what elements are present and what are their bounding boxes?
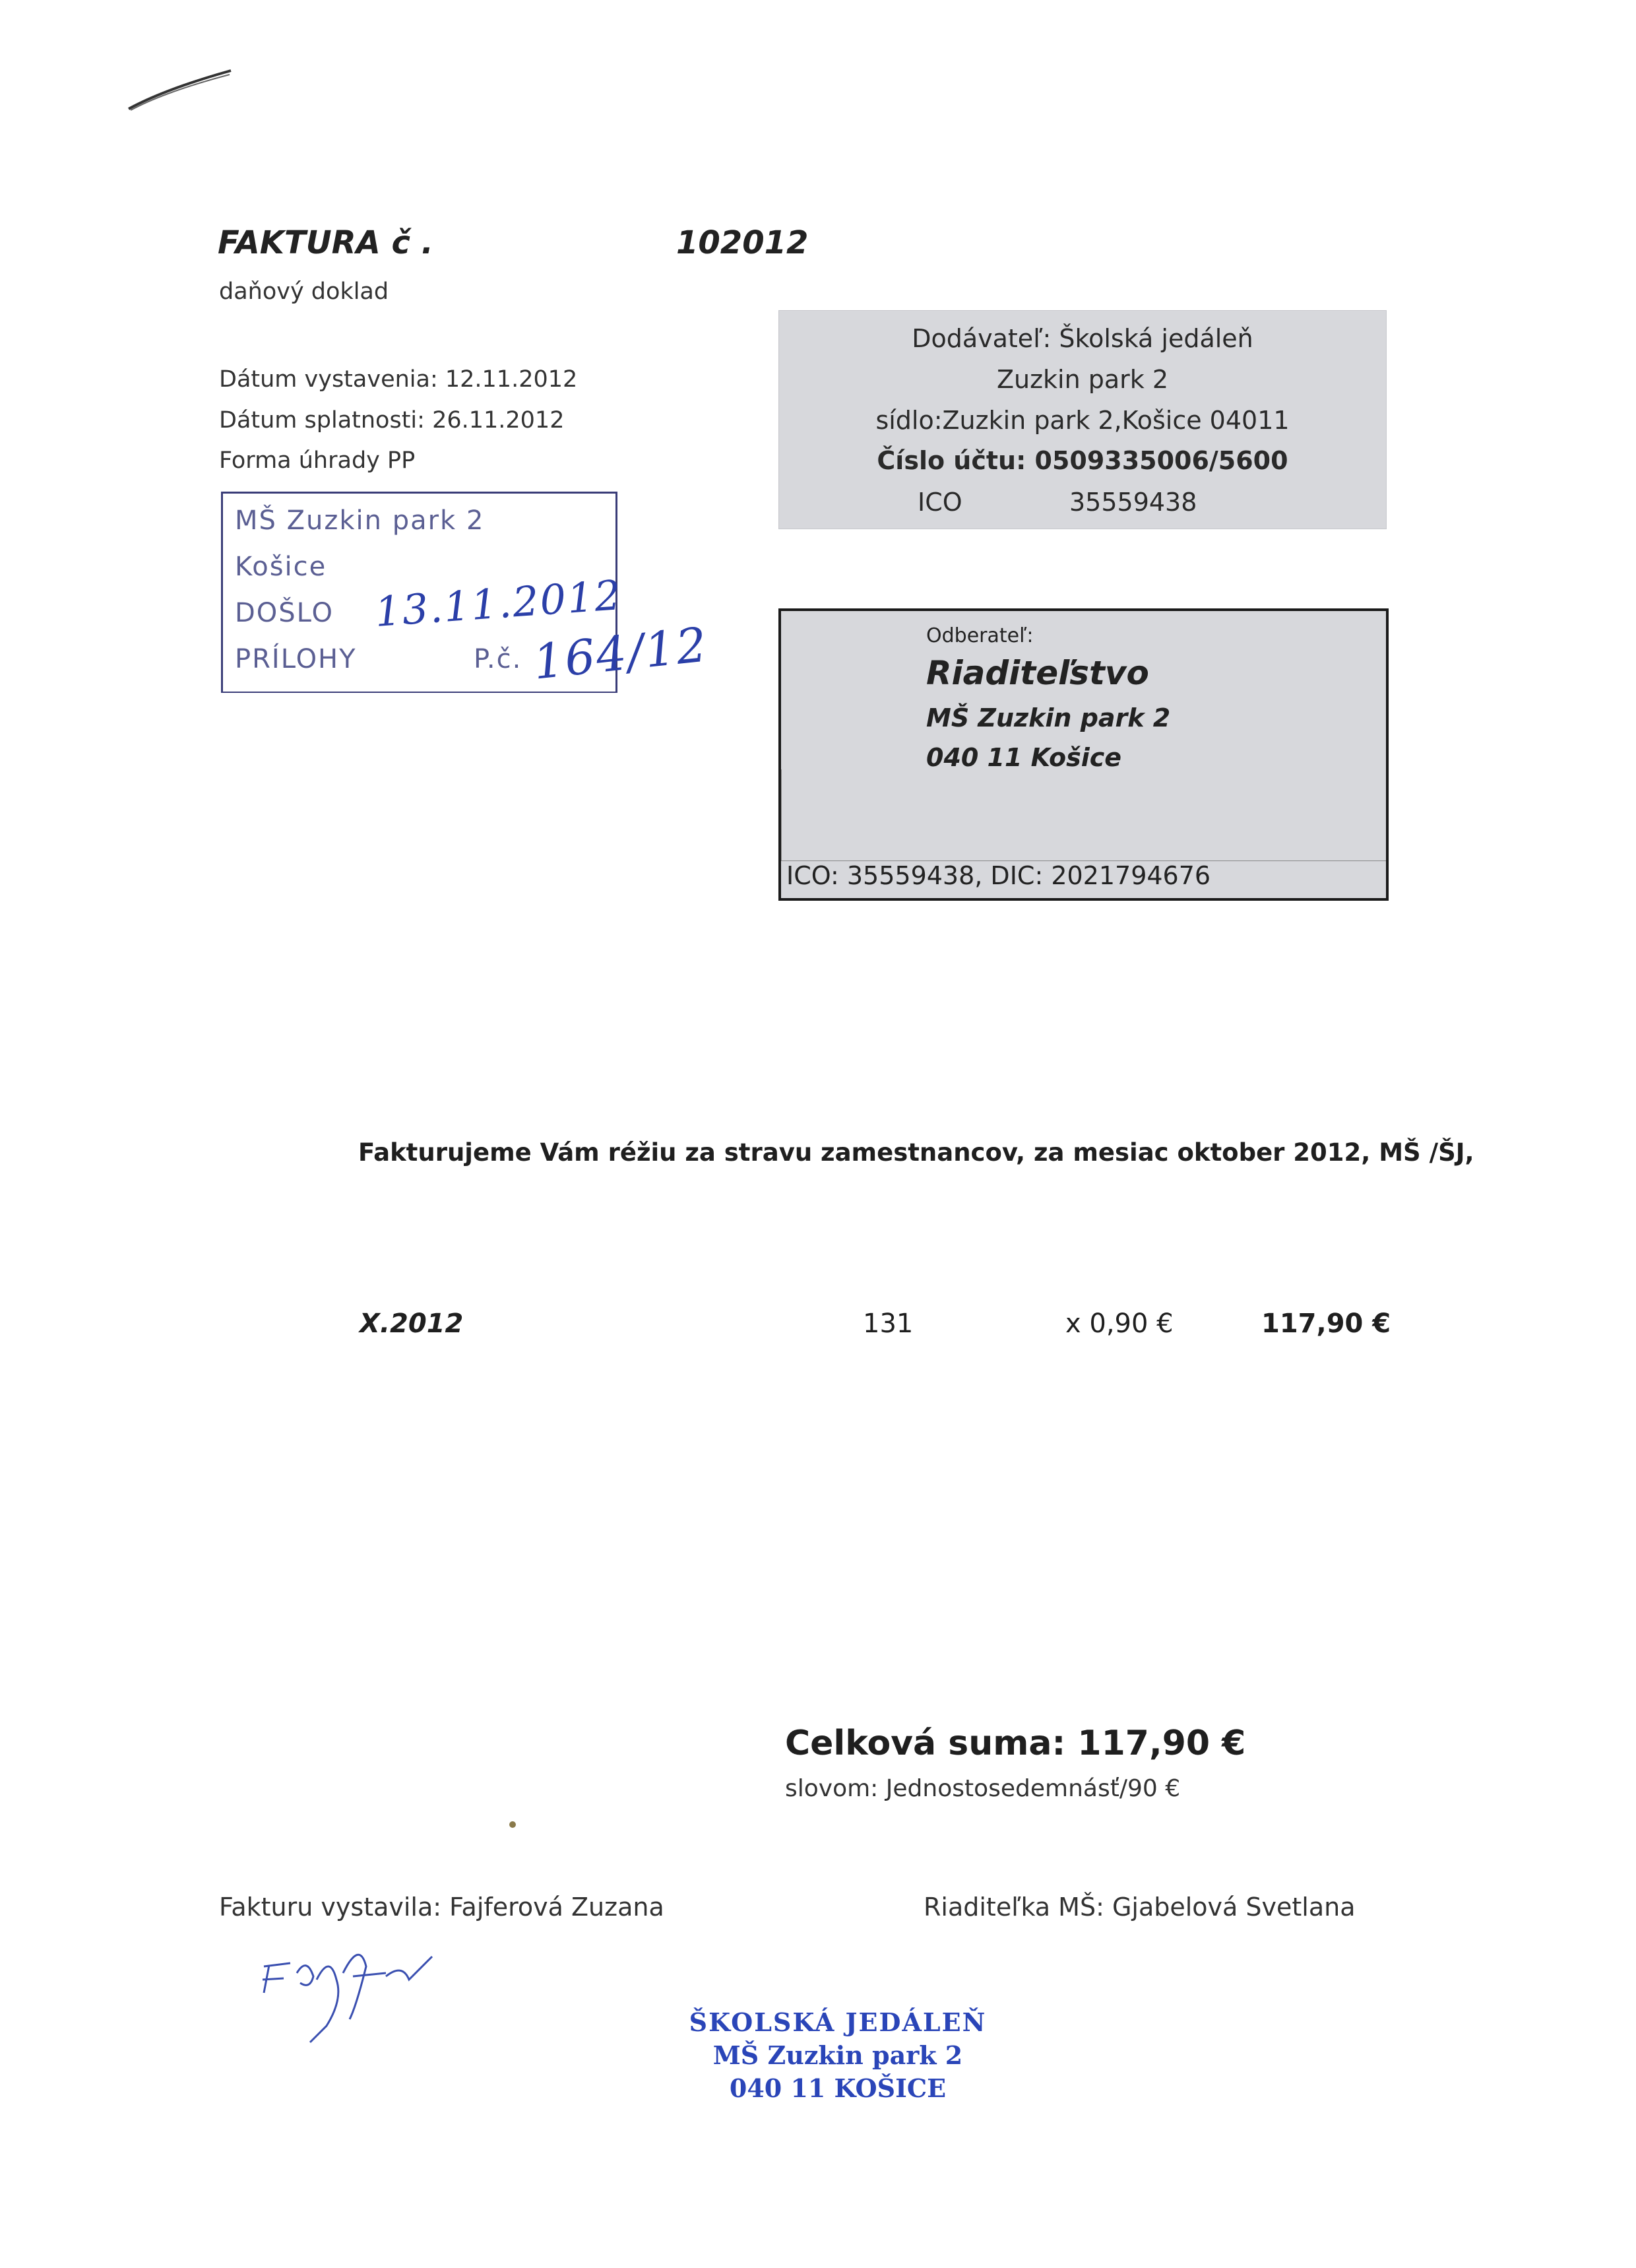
total-in-words: slovom: Jednostosedemnásť/90 € [785,1775,1181,1802]
stamp-pc-label: P.č. [474,644,522,674]
payment-form: Forma úhrady PP [219,447,416,474]
customer-ids: ICO: 35559438, DIC: 2021794676 [781,860,1386,890]
supplier-seat: sídlo:Zuzkin park 2,Košice 04011 [875,406,1290,435]
supplier-account: Číslo účtu: 0509335006/5600 [877,446,1288,475]
footer-stamp-line3: 040 11 KOŠICE [729,2073,947,2103]
invoice-subtitle: daňový doklad [219,278,389,305]
supplier-box [778,310,1387,529]
pen-stroke-mark [125,63,237,115]
stamp-city: Košice [235,552,327,582]
school-kitchen-stamp [666,2006,1009,2105]
issued-by: Fakturu vystavila: Fajferová Zuzana [219,1893,664,1922]
invoice-title: FAKTURA č . [218,224,433,261]
signature-scribble [244,1927,455,2046]
item-period: X.2012 [360,1309,464,1339]
supplier-ico-value: 35559438 [1069,488,1197,517]
supplier-street: Zuzkin park 2 [996,365,1169,394]
stamp-handwritten-date: 13.11.2012 [373,571,624,636]
footer-stamp-line1: ŠKOLSKÁ JEDÁLEŇ [689,2007,987,2037]
invoice-number: 102012 [676,224,809,261]
customer-address-line1: MŠ Zuzkin park 2 [926,703,1171,732]
grand-total: Celková suma: 117,90 € [785,1724,1246,1763]
item-total: 117,90 € [1261,1309,1391,1339]
received-stamp [221,492,710,693]
supplier-name: Dodávateľ: Školská jedáleň [912,324,1253,353]
due-date: Dátum splatnosti: 26.11.2012 [219,407,565,434]
stamp-attachments-label: PRÍLOHY [235,644,357,674]
invoice-description: Fakturujeme Vám réžiu za stravu zamestnancov, za mesiac oktober 2012, MŠ /ŠJ, [358,1138,1474,1167]
director-name: Riaditeľka MŠ: Gjabelová Svetlana [924,1893,1356,1922]
customer-label: Odberateľ: [926,624,1034,647]
stamp-handwritten-number: 164/12 [530,616,710,690]
customer-divider [781,769,782,860]
footer-stamp-line2: MŠ Zuzkin park 2 [712,2040,963,2070]
ink-dot [509,1821,516,1828]
issue-date: Dátum vystavenia: 12.11.2012 [219,366,578,393]
supplier-ico-label: ICO [918,488,962,517]
customer-box [778,608,1389,901]
item-unit-price: x 0,90 € [1065,1309,1174,1339]
customer-name: Riaditeľstvo [926,654,1149,692]
customer-address-line2: 040 11 Košice [926,743,1122,772]
item-quantity: 131 [863,1309,914,1339]
stamp-received-label: DOŠLO [235,598,334,628]
stamp-school-name: MŠ Zuzkin park 2 [235,505,485,536]
